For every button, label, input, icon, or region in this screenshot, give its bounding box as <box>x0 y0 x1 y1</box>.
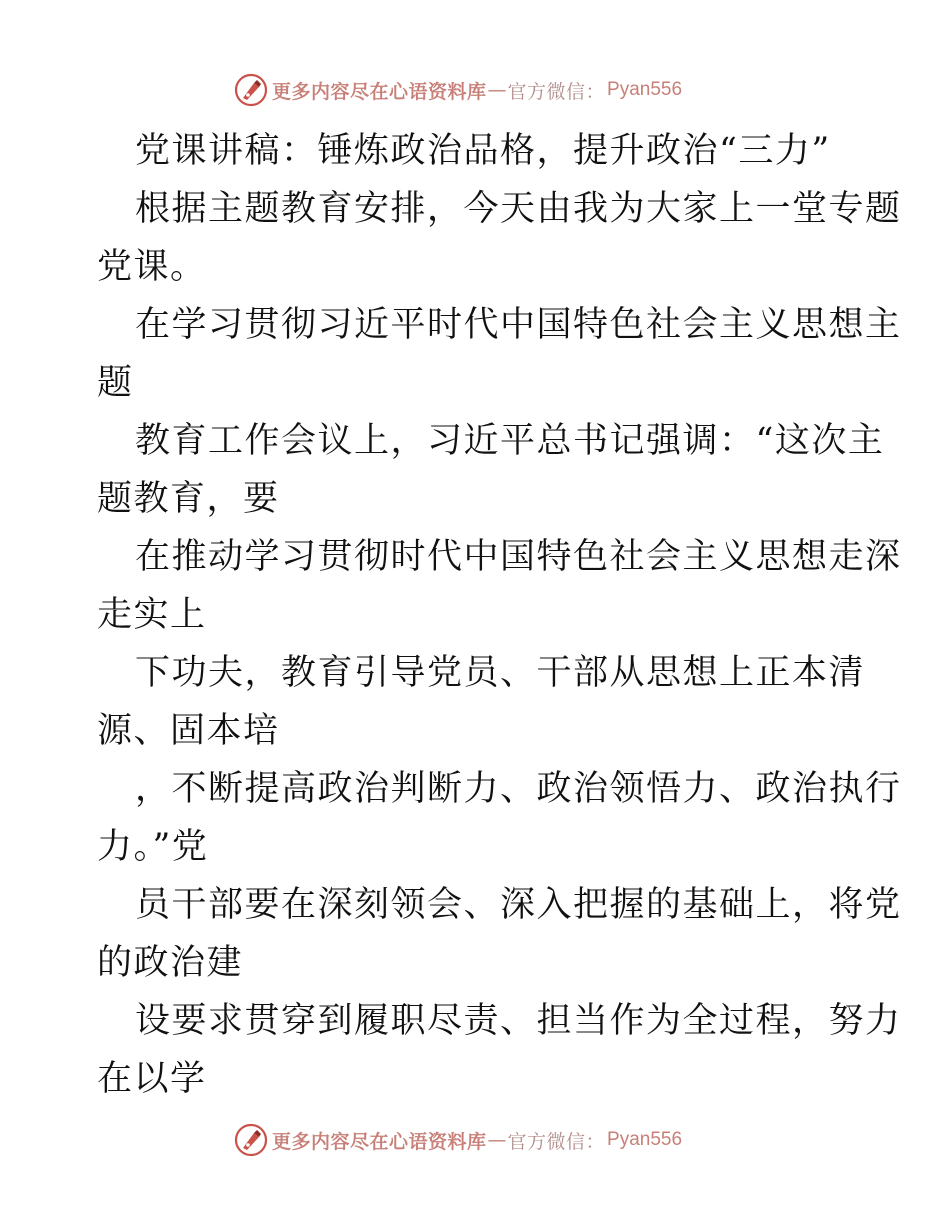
paragraph-line: 在以学 <box>97 1059 207 1099</box>
paragraph-line: 根据主题教育安排，今天由我为大家上一堂专题 <box>135 189 902 229</box>
paragraph-line: ，不断提高政治判断力、政治领悟力、政治执行 <box>135 769 902 809</box>
paragraph-line: 党课。 <box>97 247 207 287</box>
banner-wechat-label: 官方微信： <box>507 1130 606 1153</box>
paragraph-line: 题 <box>97 363 134 403</box>
paragraph-line: 设要求贯穿到履职尽责、担当作为全过程，努力 <box>135 1001 902 1041</box>
banner-separator: — <box>487 79 507 101</box>
paragraph-line: 员干部要在深刻领会、深入把握的基础上，将党 <box>135 885 902 925</box>
banner-wechat-label: 官方微信： <box>507 80 606 103</box>
footer-banner[interactable] <box>234 1120 682 1160</box>
paragraph-line: 题教育，要 <box>97 479 280 519</box>
banner-main-text: 更多内容尽在心语资料库 <box>272 1130 487 1153</box>
banner-separator: — <box>487 1129 507 1151</box>
paragraph-line: 力。”党 <box>97 827 209 867</box>
pen-nib-icon <box>234 73 268 107</box>
banner-main-text: 更多内容尽在心语资料库 <box>272 80 487 103</box>
paragraph-line: 的政治建 <box>97 943 244 983</box>
banner-wechat-id: Pyan556 <box>607 1129 683 1150</box>
banner-wechat-id: Pyan556 <box>607 79 683 100</box>
document-body <box>97 122 902 1108</box>
document-title-line: 党课讲稿：锤炼政治品格，提升政治“三力” <box>135 131 831 171</box>
pen-nib-icon <box>234 1123 268 1157</box>
paragraph-line: 走实上 <box>97 595 207 635</box>
paragraph-line: 在推动学习贯彻时代中国特色社会主义思想走深 <box>135 537 902 577</box>
header-banner[interactable] <box>234 70 682 110</box>
paragraph-line: 教育工作会议上，习近平总书记强调：“这次主 <box>135 421 885 461</box>
paragraph-line: 下功夫，教育引导党员、干部从思想上正本清 <box>135 653 866 693</box>
paragraph-line: 源、固本培 <box>97 711 280 751</box>
paragraph-line: 在学习贯彻习近平时代中国特色社会主义思想主 <box>135 305 902 345</box>
